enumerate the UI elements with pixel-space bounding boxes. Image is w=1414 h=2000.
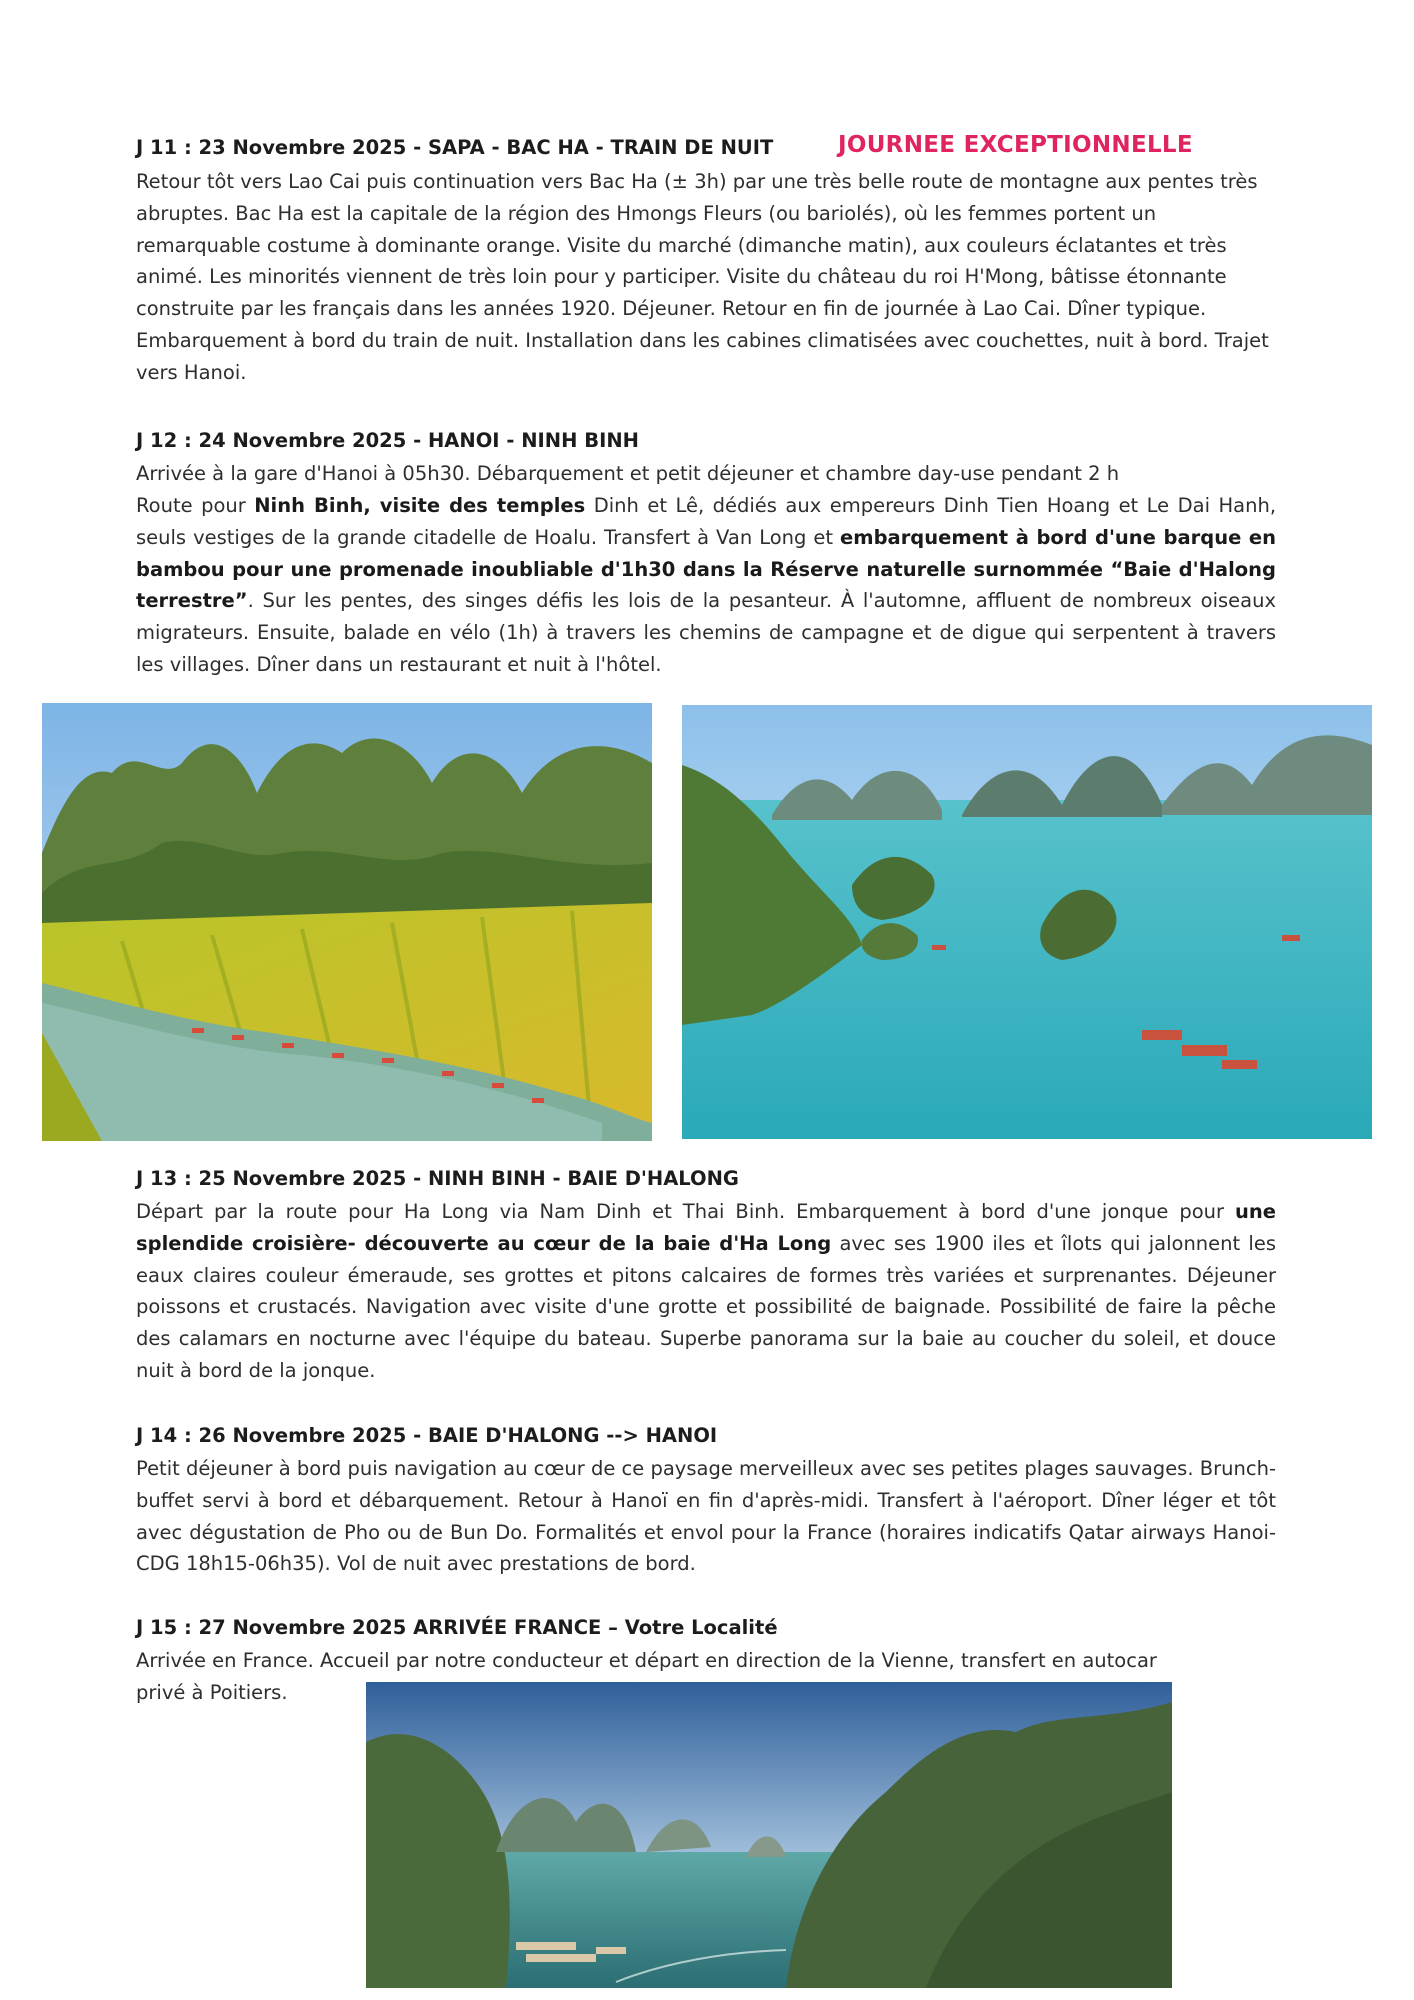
day-11-body: Retour tôt vers Lao Cai puis continuation vers Bac Ha (± 3h) par une très belle route de montagne aux pentes très abruptes. Bac Ha est la capitale de la région des Hmongs Fleurs (ou bariolés), où les femmes portent un remarquable costume à dominante orange. Visite du marché (dimanche matin), aux couleurs éclatantes et très animé. Les minorités viennent de très loin pour y participer. Visite du château du roi H'Mong, bâtisse étonnante construite par les français dans les années 1920. Déjeuner. Retour en fin de journée à Lao Cai. Dîner typique. Embarquement à bord du train de nuit. Installation dans les cabines climatisées avec couchettes, nuit à bord. Trajet vers Hanoi. xyxy=(136,170,1269,384)
ninh-binh-rice-fields-photo xyxy=(42,703,652,1141)
day-15-line2: privé à Poitiers. xyxy=(136,1681,288,1704)
day-12-line1: Arrivée à la gare d'Hanoi à 05h30. Débarquement et petit déjeuner et chambre day-use pendant 2 h xyxy=(136,462,1120,485)
day-13-title: J 13 : 25 Novembre 2025 - NINH BINH - BAIE D'HALONG xyxy=(136,1167,739,1190)
day-12-body xyxy=(136,490,1276,681)
text-run: Départ par la route pour Ha Long via Nam Dinh et Thai Binh. Embarquement à bord d'une jonque pour xyxy=(136,1200,1235,1223)
text-run: avec ses 1900 iles et îlots qui jalonnent les eaux claires couleur émeraude, ses grottes et pitons calcaires de formes très variées et surprenantes. Déjeuner poissons et crustacés. Navigation avec visite d'une grotte et possibilité de baignade. Possibilité de faire la pêche des calamars en nocturne avec l'équipe du bateau. Superbe panorama sur la baie au coucher du soleil, et douce nuit à bord de la jonque. xyxy=(136,1231,1276,1382)
bold-run: Ninh Binh, visite des temples xyxy=(254,494,586,517)
day-14-title: J 14 : 26 Novembre 2025 - BAIE D'HALONG --> HANOI xyxy=(136,1424,718,1447)
text-run: Dinh et Lê, dédiés aux empereurs Dinh Tien Hoang et Le Dai Hanh, seuls vestiges de la grande citadelle de Hoalu. Transfert à Van Long et xyxy=(136,494,1277,549)
day-14-body: Petit déjeuner à bord puis navigation au cœur de ce paysage merveilleux avec ses petites plages sauvages. Brunch-buffet servi à bord et débarquement. Retour à Hanoï en fin d'après-midi. Transfert à l'aéroport. Dîner léger et tôt avec dégustation de Pho ou de Bun Do. Formalités et envol pour la France (horaires indicatifs Qatar airways Hanoi-CDG 18h15-06h35). Vol de nuit avec prestations de bord. xyxy=(136,1457,1276,1576)
day-13-body xyxy=(136,1196,1276,1387)
day-15-title: J 15 : 27 Novembre 2025 ARRIVÉE FRANCE – Votre Localité xyxy=(136,1616,778,1639)
halong-bay-islands-photo xyxy=(682,705,1372,1139)
exceptional-day-badge: JOURNEE EXCEPTIONNELLE xyxy=(838,132,1193,158)
bold-run: une splendide croisière- découverte au cœur de la baie d'Ha Long xyxy=(136,1200,1276,1255)
text-run: . Sur les pentes, des singes défis les lois de la pesanteur. À l'automne, affluent de nombreux oiseaux migrateurs. Ensuite, balade en vélo (1h) à travers les chemins de campagne et de digue qui serpentent à travers les villages. Dîner dans un restaurant et nuit à l'hôtel. xyxy=(136,589,1276,676)
day-15-line1: Arrivée en France. Accueil par notre conducteur et départ en direction de la Vienne, transfert en autocar xyxy=(136,1649,1157,1672)
text-run: Route pour xyxy=(136,494,255,517)
day-title: J 11 : 23 Novembre 2025 - SAPA - BAC HA - TRAIN DE NUIT xyxy=(136,136,774,159)
halong-bay-panorama-photo xyxy=(366,1682,1172,1988)
day-12-title: J 12 : 24 Novembre 2025 - HANOI - NINH BINH xyxy=(136,429,639,452)
bold-run: embarquement à bord d'une barque en bambou pour une promenade inoubliable d'1h30 dans la Réserve naturelle surnommée “Baie d'Halong terrestre” xyxy=(136,525,1276,613)
